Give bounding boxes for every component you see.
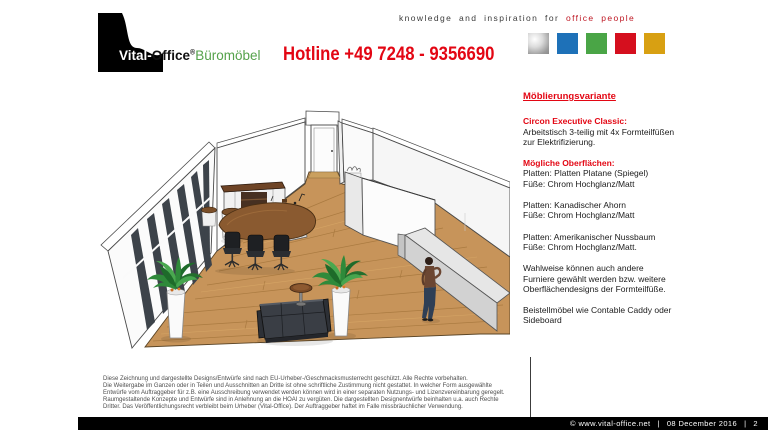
brand-suffix: Büromöbel [195,48,261,63]
footer-separator: | [744,419,747,428]
section-line: Platten: Platten Platane (Spiegel) [523,168,649,179]
section-line: Arbeitstisch 3-teilig mit 4x Formteilfüßen [523,126,675,137]
sidebar-section [523,116,765,147]
sidebar-section [523,305,765,326]
tagline-prefix: knowledge and inspiration for [399,13,566,23]
tagline [399,13,635,23]
color-square-silver-icon [528,33,549,54]
sidebar-section [523,158,765,189]
logo-swoosh-icon [98,13,163,72]
footer-copyright: © www.vital-office.net [570,419,651,428]
color-square-green-icon [586,33,607,54]
disclaimer-line: Raumgestaltende Konzepte und Entwürfe sind in Anlehnung an die HOAI zu vergüten. Die dargestellten Designentwürfe beinhalten u.a. auch Rechte [103,397,499,404]
disclaimer-line: Dritter. Das Veröffentlichungsrecht verbleibt beim Urheber (Vital-Office). Der Auftraggeber haftet im Falle missbräuchlicher Verwendung. [103,404,463,411]
section-line: Platten: Amerikanischer Nussbaum [523,231,656,242]
registered-mark: ® [190,49,196,57]
footer-divider [530,357,531,417]
color-square-gold-icon [644,33,665,54]
sidebar-section [523,200,765,221]
section-line: Oberflächendesigns der Formteilfüße. [523,283,666,294]
section-line: Sideboard [523,315,562,326]
hotline-number: Hotline +49 7248 - 9356690 [283,44,495,65]
sidebar-title: Möblierungsvariante [523,91,616,102]
section-line: Furniere gewählt werden bzw. weitere [523,273,666,284]
disclaimer-line: Entwürfe vom Auftraggeber für z.B. eine Ausschreibung verwendet werden können wird in einer separaten Nutzungs- und Lizenzvereinbarung geregelt. [103,390,505,397]
footer-bar [78,417,768,430]
disclaimer-line: Diese Zeichnung und dargestellte Designs/Entwürfe sind nach EU-Urheber-/Geschmacksmusterrecht geschützt. Alle Rechte vorbehalten. [103,376,468,382]
sidebar-section [523,263,765,294]
vital-office-logo [98,13,163,72]
section-line: Füße: Chrom Hochglanz/Matt [523,210,635,221]
brand-office: Office [151,48,191,63]
tagline-accent: office people [565,13,636,23]
disclaimer-line: Die Weitergabe im Ganzen oder in Teilen und Ausschnitten an Dritte ist ohne schriftliche Zustimmung nicht gestattet. In welcher Form ausgewählte [103,383,492,390]
sidebar-section [523,232,765,253]
legal-disclaimer [103,376,505,411]
section-line: zur Elektrifizierung. [523,136,596,147]
footer-date: 08 December 2016 [666,419,738,428]
color-square-blue-icon [557,33,578,54]
color-squares [528,33,665,54]
section-heading: Mögliche Oberflächen: [523,158,615,169]
section-line: Wahlweise können auch andere [523,263,644,274]
brand-name [119,48,261,63]
section-heading: Circon Executive Classic: [523,116,627,127]
room-render [95,85,510,375]
sidebar [523,92,765,337]
section-line: Beistellmöbel wie Contable Caddy oder [523,305,672,316]
brand-vital: Vital- [119,48,152,63]
footer-page-number: 2 [753,419,758,428]
sofa [257,299,331,343]
section-line: Füße: Chrom Hochglanz/Matt. [523,241,637,252]
section-line: Füße: Chrom Hochglanz/Matt [523,178,635,189]
color-square-red-icon [615,33,636,54]
footer-separator: | [657,419,660,428]
section-line: Platten: Kanadischer Ahorn [523,200,627,211]
